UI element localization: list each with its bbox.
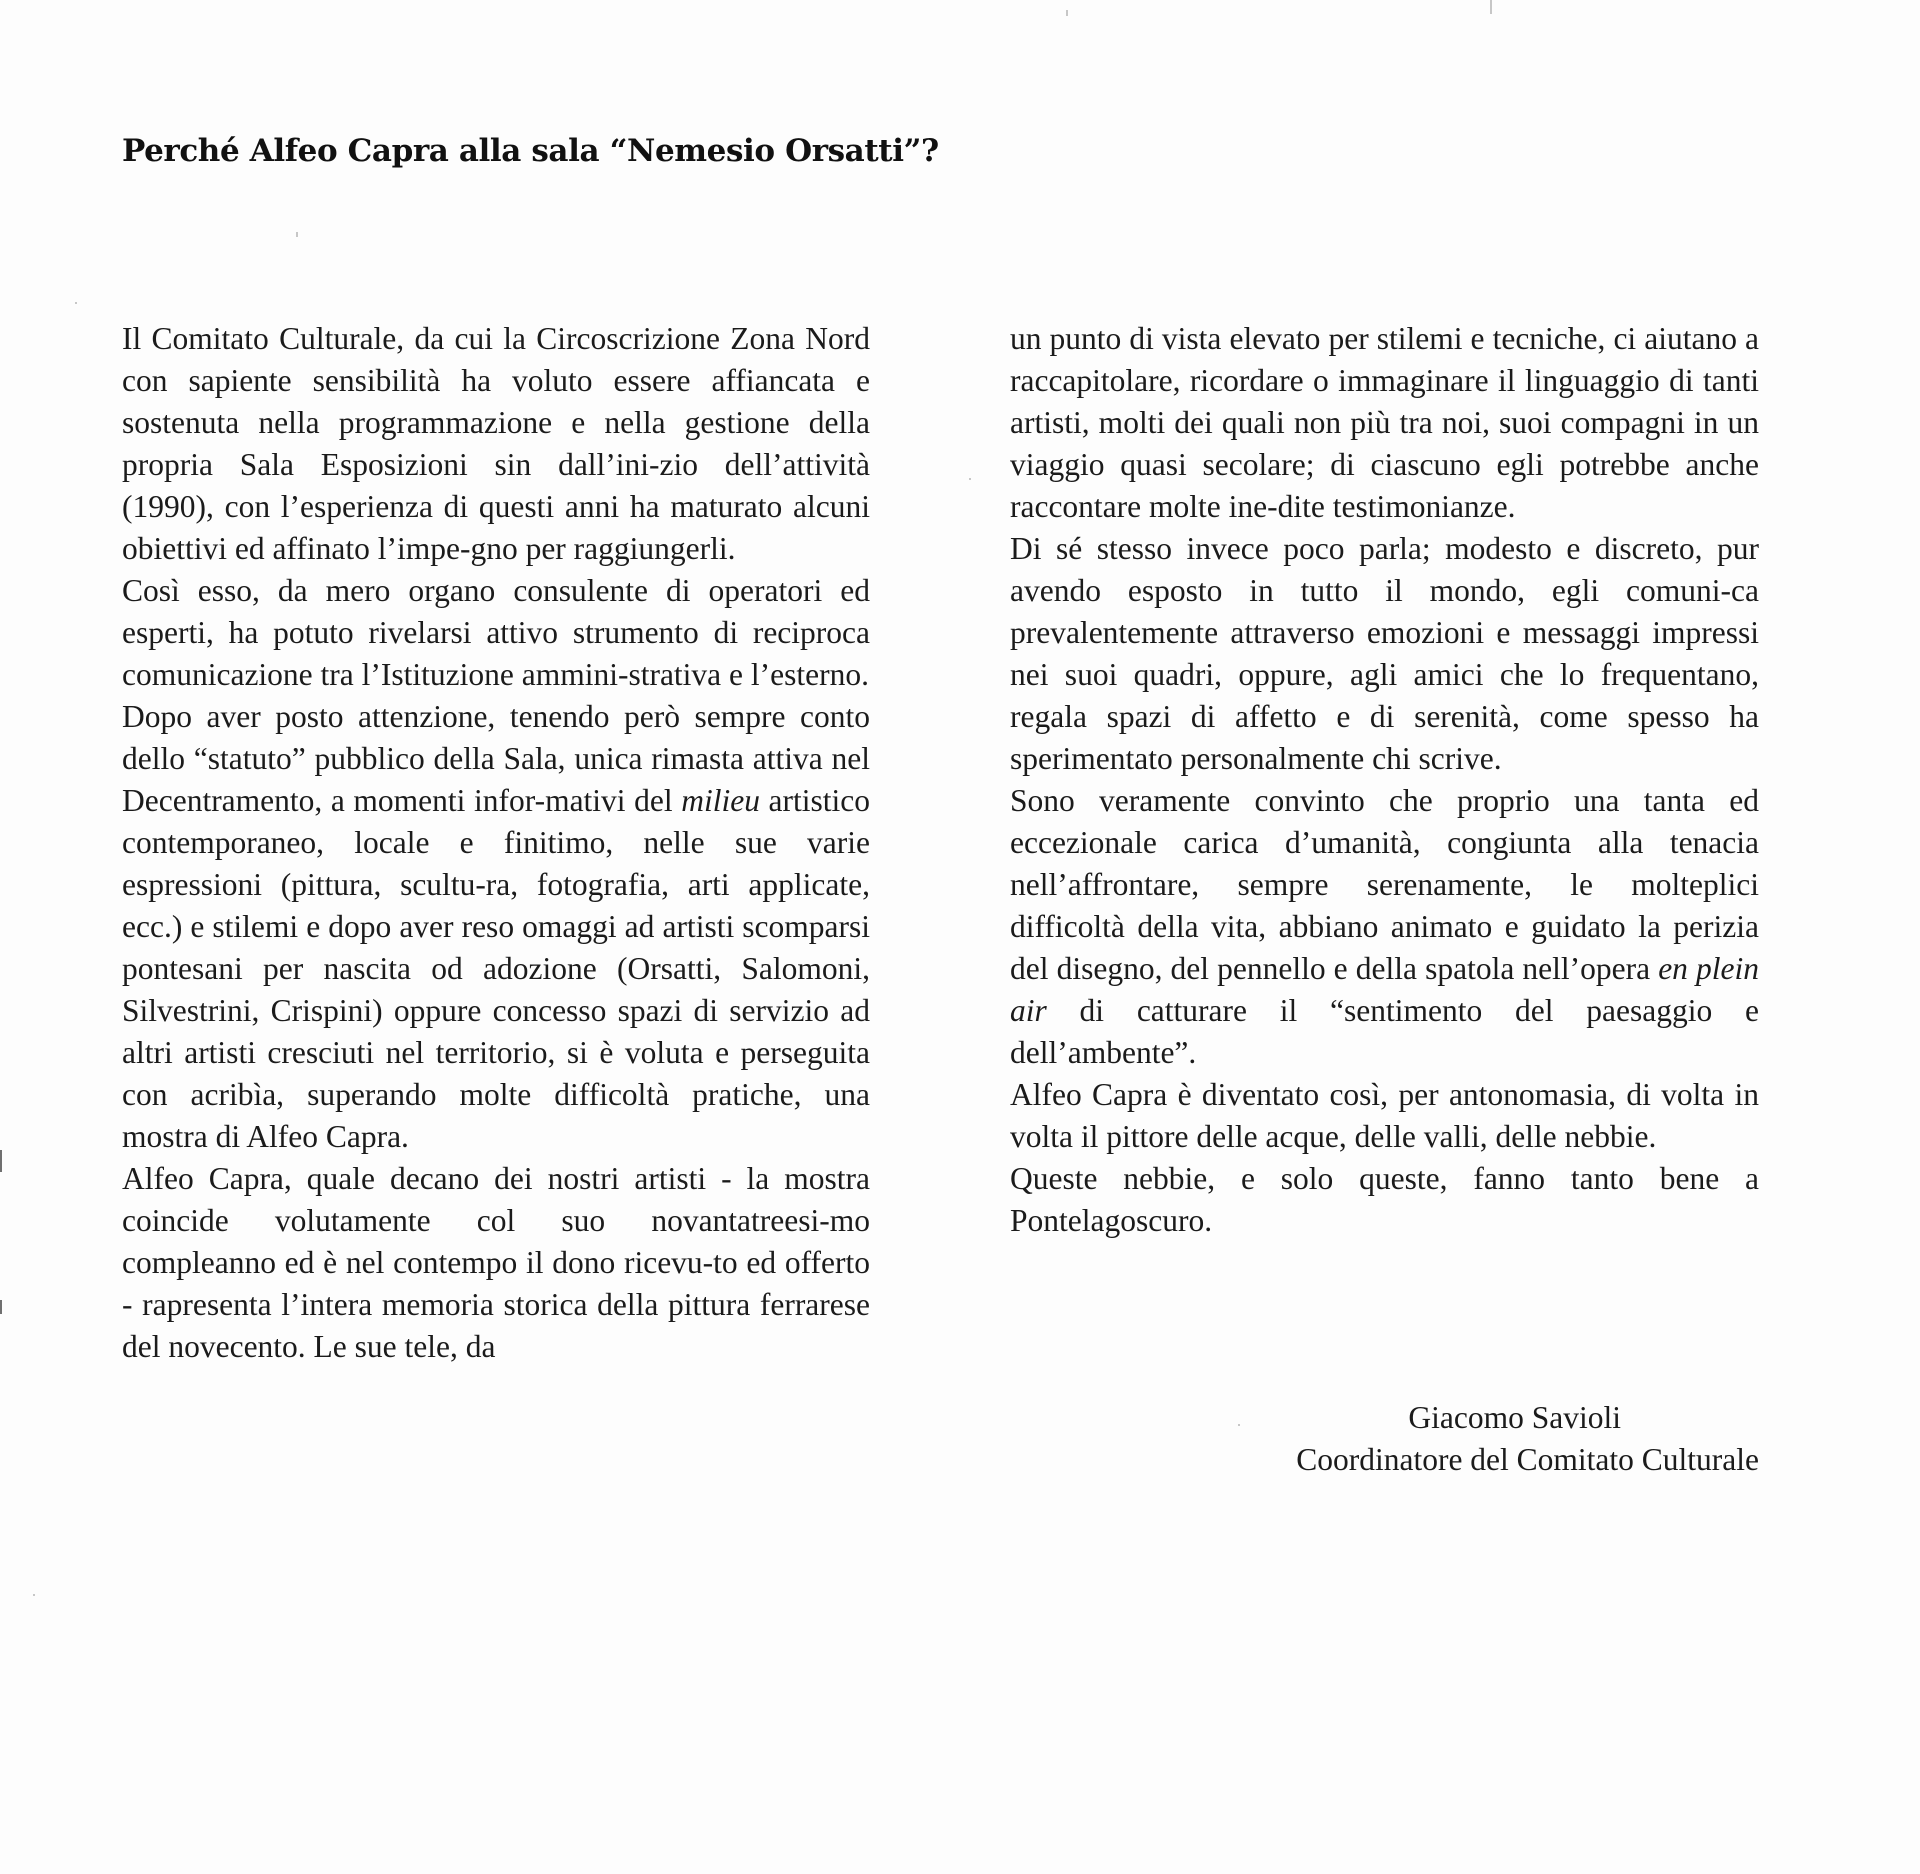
signature-block [999,1397,1759,1481]
italic-term: en plein air [1010,951,1760,1028]
scan-speck [33,1594,35,1596]
signature-name: Giacomo Savioli [1408,1400,1621,1435]
left-column [122,318,870,1368]
paragraph: un punto di vista elevato per stilemi e tecniche, ci aiutano a raccapitolare, ricordare o immaginare il linguaggio di tanti artisti, molti dei quali non più tra noi, suoi compagni in un viaggio quasi secolare; di ciascuno egli potrebbe anche raccontare molte ine-dite testimonianze. [1010,321,1759,524]
paragraph-text: Sono veramente convinto che proprio una tanta ed eccezionale carica d’umanità, congiunta alla tenacia nell’affrontare, sempre serenamente, le molteplici difficoltà della vita, abbiano animato e guidato la perizia del disegno, del pennello e della spatola nell’opera [1010,783,1759,986]
scan-speck [969,478,971,480]
scan-speck [1066,10,1068,16]
scan-edge-mark [0,1300,2,1314]
scan-speck [75,302,77,304]
paragraph-text: artistico contemporaneo, locale e finitimo, nelle sue varie espressioni (pittura, scultu-ra, fotografia, arti applicate, ecc.) e stilemi e dopo aver reso omaggi ad artisti scomparsi pontesani per nascita od adozione (Orsatti, Salomoni, Silvestrini, Crispini) oppure concesso spazi di servizio ad altri artisti cresciuti nel territorio, si è voluta e perseguita con acribìa, superando molte difficoltà pratiche, una mostra di Alfeo Capra. [122,783,870,1154]
paragraph [122,696,870,1158]
paragraph: Alfeo Capra è diventato così, per antonomasia, di volta in volta il pittore delle acque, delle valli, delle nebbie. [1010,1077,1759,1154]
right-column [1010,318,1759,1242]
paragraph: Queste nebbie, e solo queste, fanno tanto bene a Pontelagoscuro. [1010,1161,1759,1238]
signature-role: Coordinatore del Comitato Culturale [1296,1442,1759,1477]
scan-speck [1490,0,1492,14]
scan-speck [296,232,298,237]
scan-speck [1238,1424,1240,1426]
paragraph-text: Dopo aver posto attenzione, tenendo però sempre conto dello “statuto” pubblico della Sala, unica rimasta attiva nel Decentramento, a momenti infor-mativi del [122,699,870,818]
page-title: Perché Alfeo Capra alla sala “Nemesio Orsatti”? [122,133,939,169]
paragraph [1010,780,1759,1074]
paragraph: Il Comitato Culturale, da cui la Circoscrizione Zona Nord con sapiente sensibilità ha voluto essere affiancata e sostenuta nella programmazione e nella gestione della propria Sala Esposizioni sin dall’ini-zio dell’attività (1990), con l’esperienza di questi anni ha maturato alcuni obiettivi ed affinato l’impe-gno per raggiungerli. [122,321,870,566]
paragraph-text: di catturare il “sentimento del paesaggio e dell’ambente”. [1010,993,1759,1070]
italic-term: milieu [681,783,760,818]
scan-edge-mark [0,1150,2,1172]
paragraph: Così esso, da mero organo consulente di operatori ed esperti, ha potuto rivelarsi attivo strumento di reciproca comunicazione tra l’Istituzione ammini-strativa e l’esterno. [122,573,870,692]
paragraph: Di sé stesso invece poco parla; modesto e discreto, pur avendo esposto in tutto il mondo, egli comuni-ca prevalentemente attraverso emozioni e messaggi impressi nei suoi quadri, oppure, agli amici che lo frequentano, regala spazi di affetto e di serenità, come spesso ha sperimentato personalmente chi scrive. [1010,531,1759,776]
paragraph: Alfeo Capra, quale decano dei nostri artisti - la mostra coincide volutamente col suo novantatreesi-mo compleanno ed è nel contempo il dono ricevu-to ed offerto - rapresenta l’intera memoria storica della pittura ferrarese del novecento. Le sue tele, da [122,1161,870,1364]
